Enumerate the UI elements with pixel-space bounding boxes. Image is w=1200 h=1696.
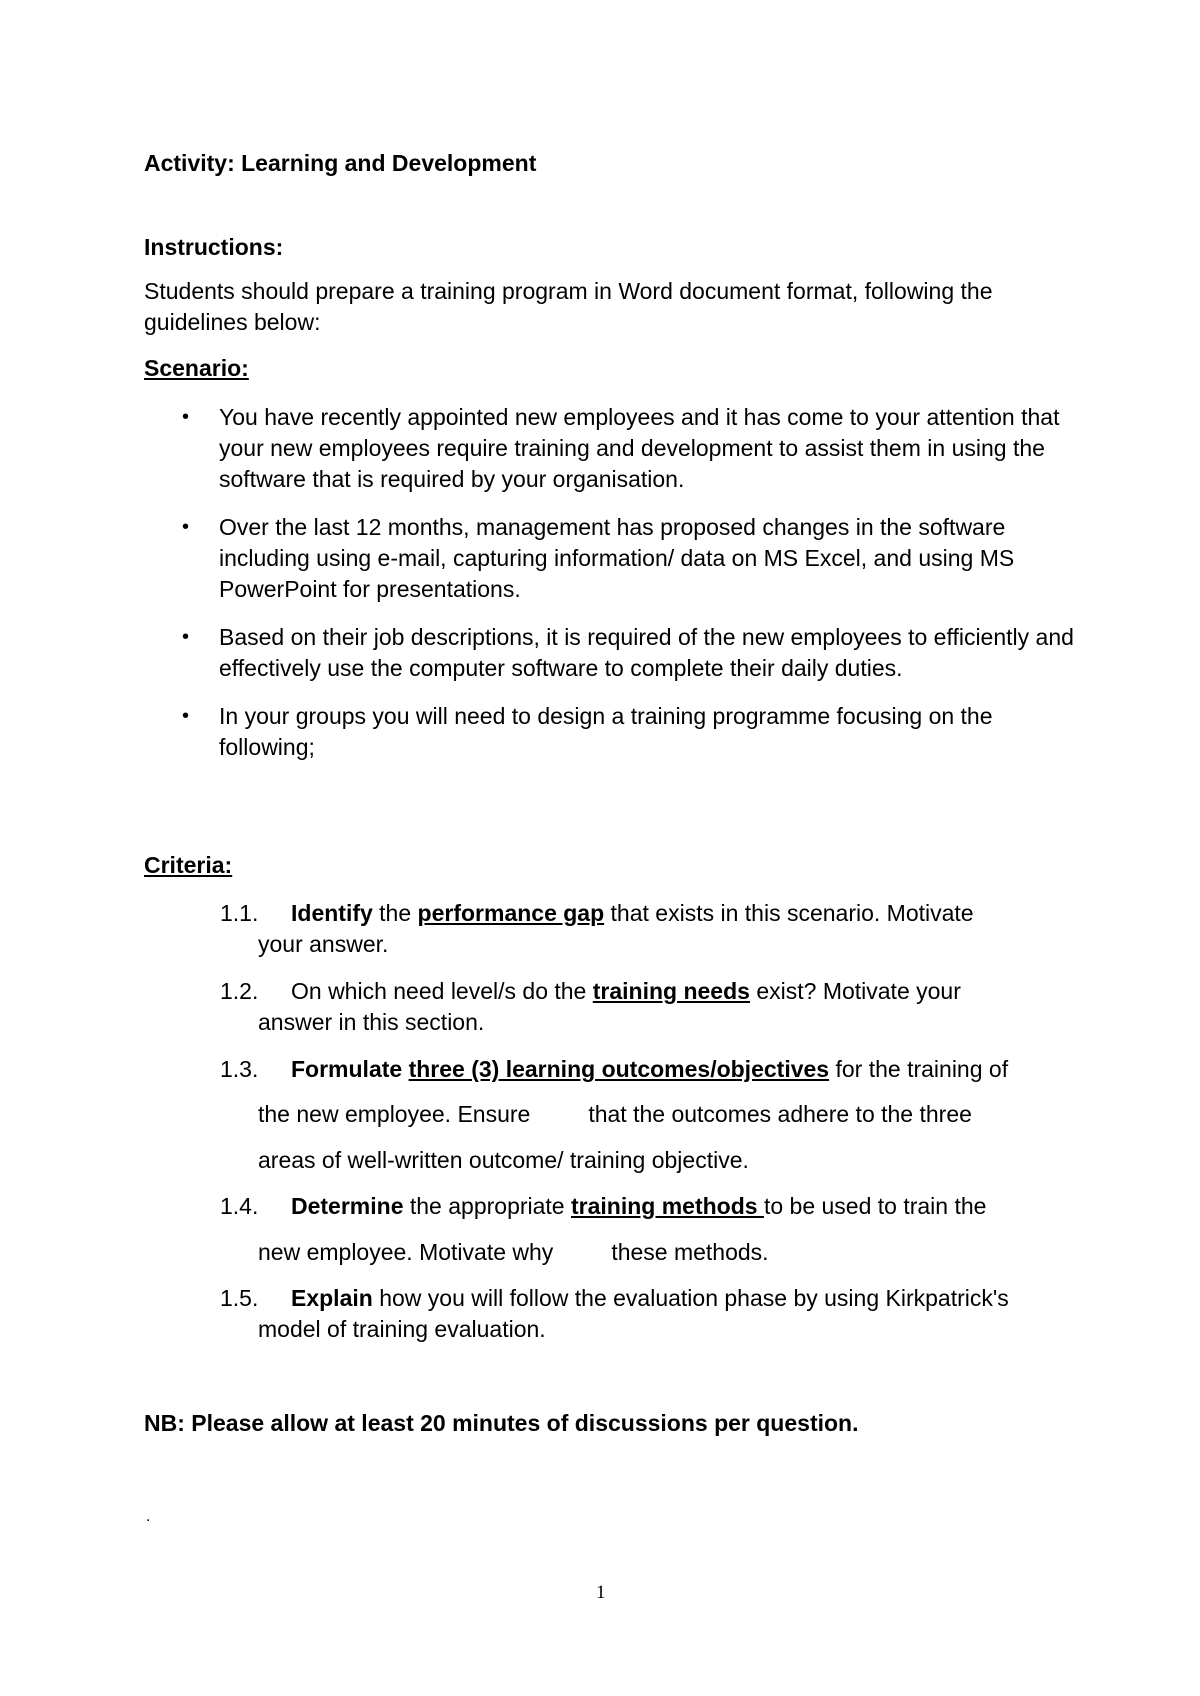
criterion-continuation: model of training evaluation. <box>258 1316 546 1342</box>
instructions-text: Students should prepare a training program in Word document format, following the guidelines below: <box>144 278 993 335</box>
criterion-verb: Explain <box>291 1285 373 1311</box>
criterion-continuation: new employee. Motivate why <box>258 1239 554 1265</box>
criterion-verb: Identify <box>291 900 373 926</box>
criterion-continuation: answer in this section. <box>258 1009 485 1035</box>
instructions-heading: Instructions: <box>144 234 284 260</box>
criterion-continuation: your answer. <box>258 931 389 957</box>
list-item <box>144 512 1074 605</box>
criterion-key-term: training needs <box>592 978 750 1004</box>
criterion-number: 1.5. <box>220 1285 259 1311</box>
nb-note: NB: Please allow at least 20 minutes of discussions per question. <box>144 1410 859 1436</box>
criterion-text: the <box>372 900 418 926</box>
list-item <box>144 622 1074 684</box>
criterion-text: the appropriate <box>403 1193 571 1219</box>
bullet-text: Based on their job descriptions, it is required of the new employees to efficiently and effectively use the computer software to complete their daily duties. <box>219 624 1074 681</box>
bullet-icon: • <box>182 626 190 648</box>
criterion-key-term: training methods <box>571 1193 764 1219</box>
criterion-1-1 <box>220 898 1080 960</box>
criterion-1-3-line-2 <box>220 1099 1080 1130</box>
criteria-heading: Criteria: <box>144 852 233 878</box>
criterion-key-term: performance gap <box>417 900 605 926</box>
bullet-icon: • <box>182 406 190 428</box>
criterion-1-5 <box>220 1283 1080 1345</box>
criterion-verb: Determine <box>291 1193 404 1219</box>
criterion-number: 1.4. <box>220 1193 259 1219</box>
trailing-mark: . <box>146 1508 151 1525</box>
list-item <box>144 701 1074 763</box>
criterion-1-3 <box>220 1054 1080 1085</box>
criterion-1-4-line-2 <box>220 1237 1080 1268</box>
page-number: 1 <box>596 1582 606 1603</box>
bullet-text: Over the last 12 months, management has proposed changes in the software including using e-mail, capturing information/ data on MS Excel, and using MS PowerPoint for presentations. <box>219 514 1015 602</box>
criterion-continuation: these methods. <box>611 1239 769 1265</box>
bullet-text: You have recently appointed new employees and it has come to your attention that your new employees require training and development to assist them in using the software that is required by your organisation. <box>219 404 1060 492</box>
criterion-number: 1.1. <box>220 900 259 926</box>
document-title: Activity: Learning and Development <box>144 150 537 176</box>
criterion-number: 1.3. <box>220 1056 259 1082</box>
criterion-text: that exists in this scenario. Motivate <box>604 900 974 926</box>
bullet-icon: • <box>182 705 190 727</box>
criterion-continuation: that the outcomes adhere to the three <box>588 1101 972 1127</box>
criterion-text: how you will follow the evaluation phase by using Kirkpatrick's <box>372 1285 1009 1311</box>
criterion-number: 1.2. <box>220 978 259 1004</box>
criterion-1-4 <box>220 1191 1080 1222</box>
criterion-verb: Formulate <box>291 1056 403 1082</box>
criterion-text: exist? Motivate your <box>749 978 961 1004</box>
criterion-text: to be used to train the <box>763 1193 987 1219</box>
criterion-continuation: the new employee. Ensure <box>258 1101 531 1127</box>
bullet-text: In your groups you will need to design a training programme focusing on the following; <box>219 703 993 760</box>
criterion-1-2 <box>220 976 1080 1038</box>
scenario-heading: Scenario: <box>144 355 249 381</box>
list-item <box>144 402 1074 495</box>
scenario-list <box>144 402 1074 780</box>
criterion-1-3-line-3 <box>220 1145 1080 1176</box>
criterion-text: On which need level/s do the <box>291 978 593 1004</box>
criterion-continuation: areas of well-written outcome/ training objective. <box>258 1147 749 1173</box>
criterion-key-term: three (3) learning outcomes/objectives <box>408 1056 830 1082</box>
bullet-icon: • <box>182 516 190 538</box>
criterion-text: for the training of <box>829 1056 1009 1082</box>
